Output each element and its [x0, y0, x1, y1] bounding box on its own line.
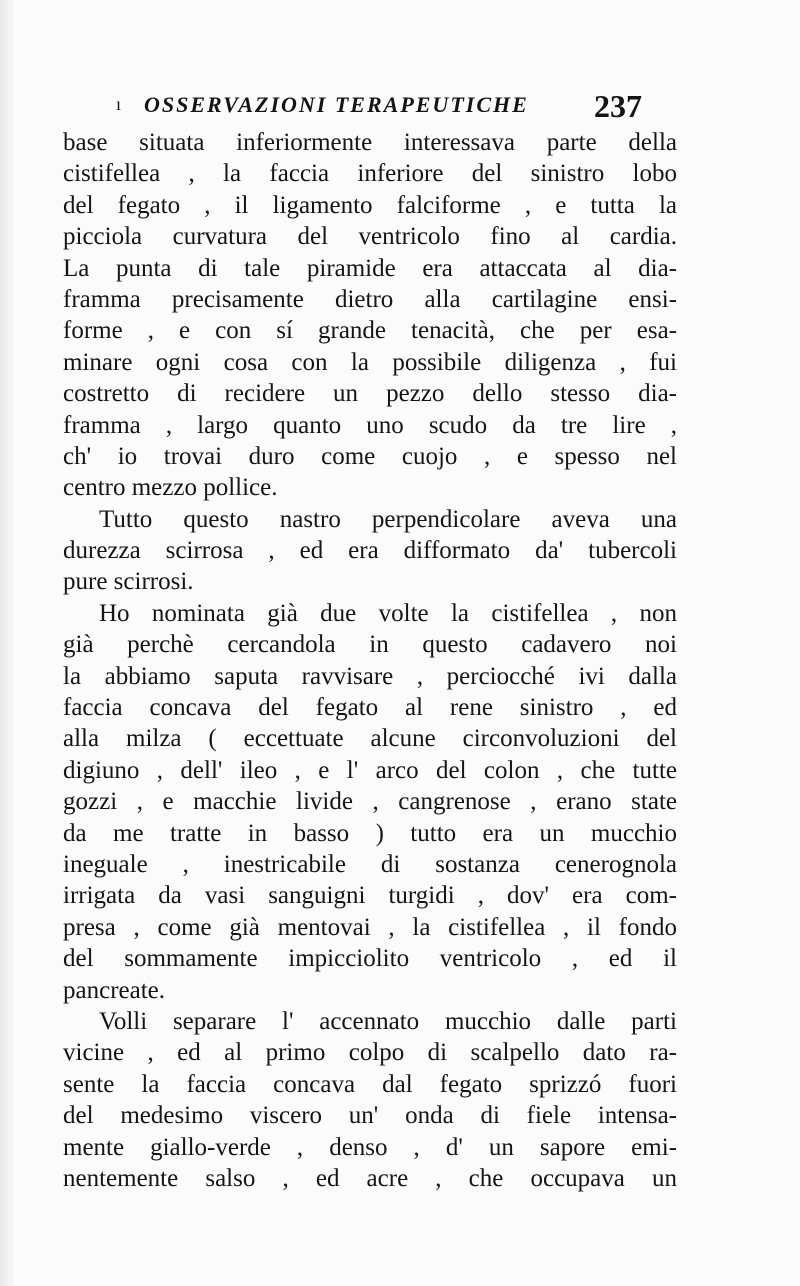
text-line: ineguale , inestricabile di sostanza cenerognola: [63, 850, 677, 878]
text-line: del medesimo viscero un' onda di fiele intensa-: [63, 1102, 677, 1130]
text-line: picciola curvatura del ventricolo fino al cardia.: [63, 223, 677, 251]
page-edge: [0, 0, 14, 1286]
text-line: presa , come già mentovai , la cistifellea , il fondo: [63, 913, 677, 941]
text-line: ch' io trovai duro come cuojo , e spesso nel: [63, 442, 677, 470]
page-number: 237: [594, 88, 642, 124]
text-line: digiuno , dell' ileo , e l' arco del colon , che tutte: [63, 756, 677, 784]
header-mark: ı: [116, 94, 122, 114]
text-line: gozzi , e macchie livide , cangrenose , erano state: [63, 788, 677, 816]
running-title: OSSERVAZIONI TERAPEUTICHE: [144, 92, 529, 117]
page-header: [116, 88, 676, 124]
text-line: del fegato , il ligamento falciforme , e tutta la: [63, 191, 677, 219]
text-line: già perchè cercandola in questo cadavero noi: [63, 631, 677, 659]
text-line: del sommamente impicciolito ventricolo , ed il: [63, 945, 677, 973]
text-line: sente la faccia concava dal fegato sprizzó fuori: [63, 1070, 677, 1098]
body-text: [63, 127, 677, 1194]
text-line: irrigata da vasi sanguigni turgidi , dov' era com-: [63, 882, 677, 910]
text-line: durezza scirrosa , ed era difformato da' tubercoli: [63, 537, 677, 565]
text-line: mente giallo-verde , denso , d' un sapore emi-: [63, 1133, 677, 1161]
text-line: nentemente salso , ed acre , che occupava un: [63, 1164, 677, 1192]
text-line: framma , largo quanto uno scudo da tre lire ,: [63, 411, 677, 439]
text-line: vicine , ed al primo colpo di scalpello dato ra-: [63, 1039, 677, 1067]
text-line: forme , e con sí grande tenacità, che per esa-: [63, 317, 677, 345]
text-line: faccia concava del fegato al rene sinistro , ed: [63, 694, 677, 722]
paragraph-start-line: Ho nominata già due volte la cistifellea , non: [99, 599, 677, 627]
text-line: la abbiamo saputa ravvisare , perciocché ivi dalla: [63, 662, 677, 690]
text-line: framma precisamente dietro alla cartilagine ensi-: [63, 285, 677, 313]
paragraph-start-line: Volli separare l' accennato mucchio dalle parti: [99, 1007, 677, 1035]
text-line: base situata inferiormente interessava parte della: [63, 129, 677, 156]
text-line: da me tratte in basso ) tutto era un mucchio: [63, 819, 677, 847]
text-line: La punta di tale piramide era attaccata al dia-: [63, 254, 677, 282]
text-line: pure scirrosi.: [63, 568, 194, 596]
text-line: pancreate.: [63, 976, 166, 1004]
text-line: costretto di recidere un pezzo dello stesso dia-: [63, 380, 677, 408]
text-line: centro mezzo pollice.: [63, 474, 278, 502]
paragraph-start-line: Tutto questo nastro perpendicolare aveva una: [99, 505, 677, 533]
text-line: cistifellea , la faccia inferiore del sinistro lobo: [63, 160, 677, 188]
text-line: minare ogni cosa con la possibile diligenza , fui: [63, 348, 677, 376]
text-line: alla milza ( eccettuate alcune circonvoluzioni del: [63, 725, 677, 753]
